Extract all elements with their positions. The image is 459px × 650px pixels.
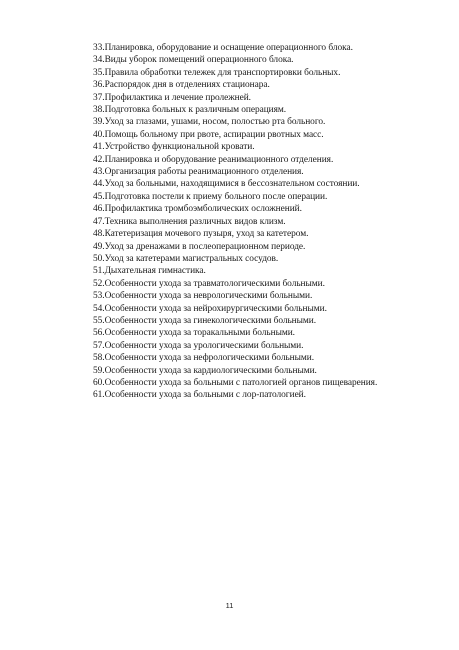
list-item-text: Профилактика тромбоэмболических осложнений. [104,204,302,215]
list-item-number: 44. [93,179,105,190]
list-item [93,228,377,240]
list-item [93,54,377,66]
list-item-text: Правила обработки тележек для транспортировки больных. [104,67,341,78]
list-item-number: 59. [93,365,105,376]
list-item-number: 39. [93,117,105,128]
list-item [93,203,377,215]
list-item-text: Особенности ухода за торакальными больными. [104,328,295,339]
list-item-number: 57. [93,340,105,351]
question-list [93,42,377,402]
list-item-number: 36. [93,80,105,91]
list-item-number: 48. [93,229,105,240]
list-item [93,340,377,352]
list-item-number: 58. [93,353,105,364]
list-item [93,178,377,190]
list-item-text: Планировка, оборудование и оснащение операционного блока. [104,43,353,53]
list-item-text: Устройство функциональной кровати. [104,142,255,153]
list-item [93,265,377,277]
list-item [93,303,377,315]
list-item-text: Особенности ухода за больными с лор-патологией. [104,390,306,401]
list-item [93,67,377,79]
list-item [93,290,377,302]
list-item-text: Особенности ухода за нефрологическими больными. [104,353,315,364]
list-item-text: Уход за катетерами магистральных сосудов. [104,253,279,264]
list-item-number: 35. [93,67,105,78]
list-item-number: 40. [93,129,105,140]
list-item-number: 52. [93,278,105,289]
list-item-text: Особенности ухода за нейрохирургическими больными. [104,303,327,314]
list-item-number: 53. [93,291,105,302]
list-item-text: Катетеризация мочевого пузыря, уход за катетером. [104,229,309,240]
list-item [93,377,377,389]
list-item-text: Особенности ухода за кардиологическими больными. [104,365,317,376]
list-item-text: Планировка и оборудование реанимационного отделения. [104,154,334,165]
list-item-number: 56. [93,328,105,339]
list-item [93,79,377,91]
list-item-number: 46. [93,204,105,215]
list-item-number: 41. [93,142,105,153]
list-item-number: 50. [93,253,105,264]
list-item-number: 34. [93,55,105,66]
list-item-number: 42. [93,154,105,165]
list-item [93,141,377,153]
list-item [93,352,377,364]
list-item-number: 33. [93,43,105,53]
list-item-text: Распорядок дня в отделениях стационара. [104,80,270,91]
list-item-text: Подготовка больных к различным операциям. [104,105,287,116]
list-item-text: Дыхательная гимнастика. [104,266,206,277]
list-item-number: 37. [93,92,105,103]
list-item [93,129,377,141]
list-item [93,104,377,116]
list-item-text: Особенности ухода за больными с патологией органов пищеварения. [104,377,378,388]
list-item-text: Техника выполнения различных видов клизм. [104,216,286,227]
list-item-text: Уход за больными, находящимися в бессознательном состоянии. [104,179,360,190]
list-item [93,191,377,203]
list-item-text: Особенности ухода за неврологическими больными. [104,291,313,302]
list-item [93,327,377,339]
list-item [93,253,377,265]
list-item [93,241,377,253]
list-item-number: 43. [93,167,105,178]
list-item [93,315,377,327]
page-number: 11 [225,601,234,610]
list-item-text: Подготовка постели к приему больного после операции. [104,191,328,202]
list-item-number: 49. [93,241,105,252]
list-item [93,166,377,178]
list-item [93,42,377,54]
list-item [93,116,377,128]
list-item-text: Уход за глазами, ушами, носом, полостью рта больного. [104,117,326,128]
list-item [93,216,377,228]
list-item [93,278,377,290]
list-item-number: 45. [93,191,105,202]
list-item-text: Помощь больному при рвоте, аспирации рвотных масс. [104,129,324,140]
list-item [93,389,377,401]
list-item [93,365,377,377]
list-item-text: Особенности ухода за травматологическими больными. [104,278,325,289]
list-item-number: 47. [93,216,105,227]
list-item-number: 61. [93,390,105,401]
list-item-number: 54. [93,303,105,314]
list-item-text: Особенности ухода за гинекологическими больными. [104,315,317,326]
list-item [93,154,377,166]
list-item-text: Особенности ухода за урологическими больными. [104,340,304,351]
list-item [93,92,377,104]
list-item-text: Виды уборок помещений операционного блока. [104,55,294,66]
list-item-text: Организация работы реанимационного отделения. [104,167,304,178]
list-item-number: 55. [93,315,105,326]
list-item-text: Уход за дренажами в послеоперационном периоде. [104,241,306,252]
list-item-number: 51. [93,266,105,277]
list-item-text: Профилактика и лечение пролежней. [104,92,251,103]
list-item-number: 60. [93,377,105,388]
list-item-number: 38. [93,105,105,116]
